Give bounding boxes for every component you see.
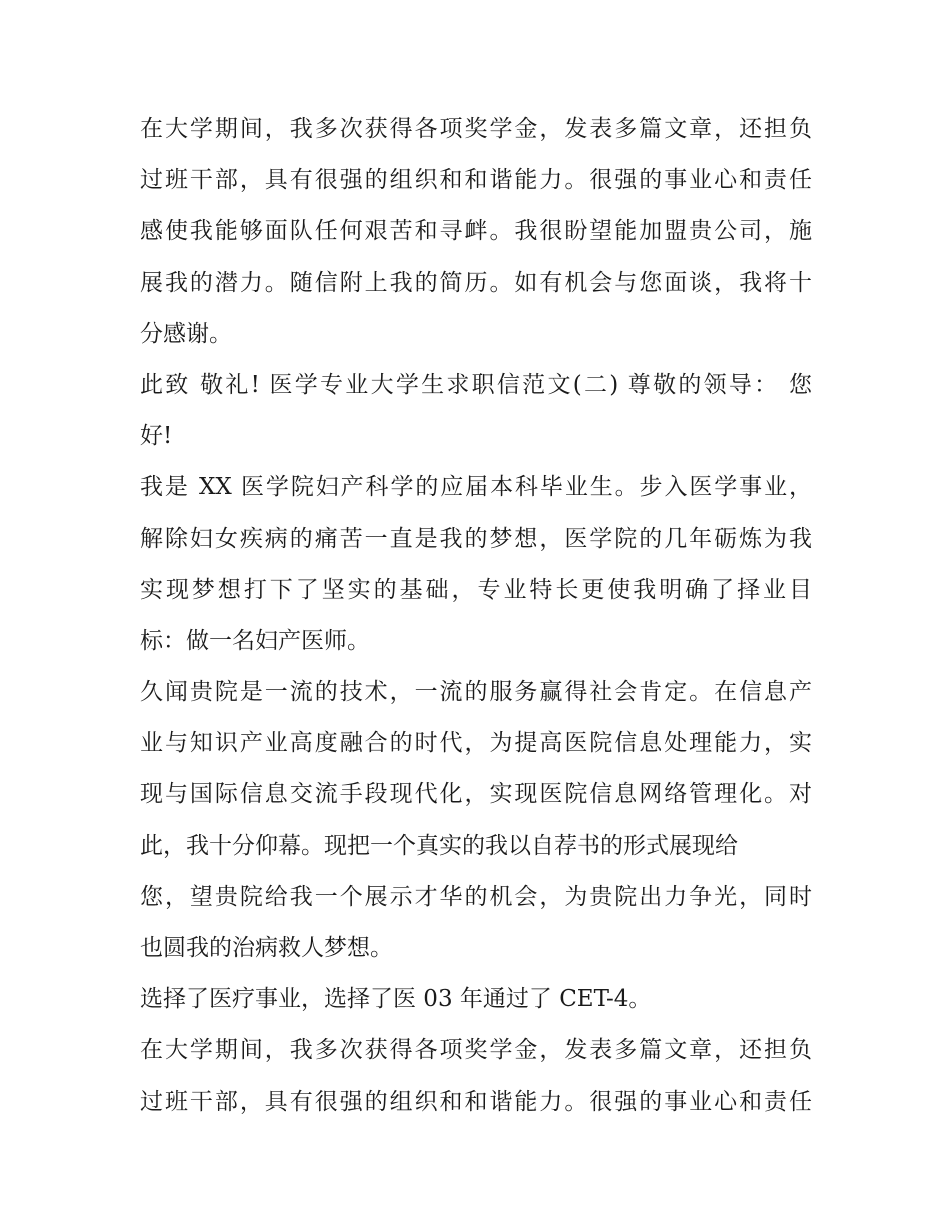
text-line: 此，我十分仰幕。现把一个真实的我以自荐书的形式展现给 [140,832,738,859]
text-line: 在大学期间，我多次获得各项奖学金，发表多篇文章，还担负 [140,1037,812,1064]
text-line: 解除妇女疾病的痛苦一直是我的梦想，医学院的几年砺炼为我 [140,525,812,552]
text-line: 业与知识产业高度融合的时代，为提高医院信息处理能力，实 [140,730,812,757]
text-line: 现与国际信息交流手段现代化，实现医院信息网络管理化。对 [140,781,812,808]
text-line: 我是 XX 医学院妇产科学的应届本科毕业生。步入医学事业， [140,474,812,501]
document-body [140,104,812,1128]
text-line: 此致 敬礼! 医学专业大学生求职信范文(二) 尊敬的领导： 您 [140,371,812,398]
text-line: 选择了医疗事业，选择了医 03 年通过了 CET-4。 [140,986,652,1013]
text-line: 分感谢。 [140,320,232,347]
text-line: 也圆我的治病救人梦想。 [140,935,393,961]
text-line: 标：做一名妇产医师。 [140,627,370,654]
text-line: 感使我能够面队任何艰苦和寻衅。我很盼望能加盟贵公司，施 [140,218,812,245]
text-line: 展我的潜力。随信附上我的简历。如有机会与您面谈，我将十 [140,269,812,296]
text-line: 过班干部，具有很强的组织和和谐能力。很强的事业心和责任 [140,167,812,194]
text-line: 好! [140,423,173,450]
text-line: 在大学期间，我多次获得各项奖学金，发表多篇文章，还担负 [140,116,812,142]
text-line: 久闻贵院是一流的技术，一流的服务赢得社会肯定。在信息产 [140,679,812,706]
text-line: 实现梦想打下了坚实的基础，专业特长更使我明确了择业目 [140,576,812,603]
text-line: 过班干部，具有很强的组织和和谐能力。很强的事业心和责任 [140,1088,812,1115]
text-line: 您，望贵院给我一个展示才华的机会，为贵院出力争光，同时 [140,883,812,910]
